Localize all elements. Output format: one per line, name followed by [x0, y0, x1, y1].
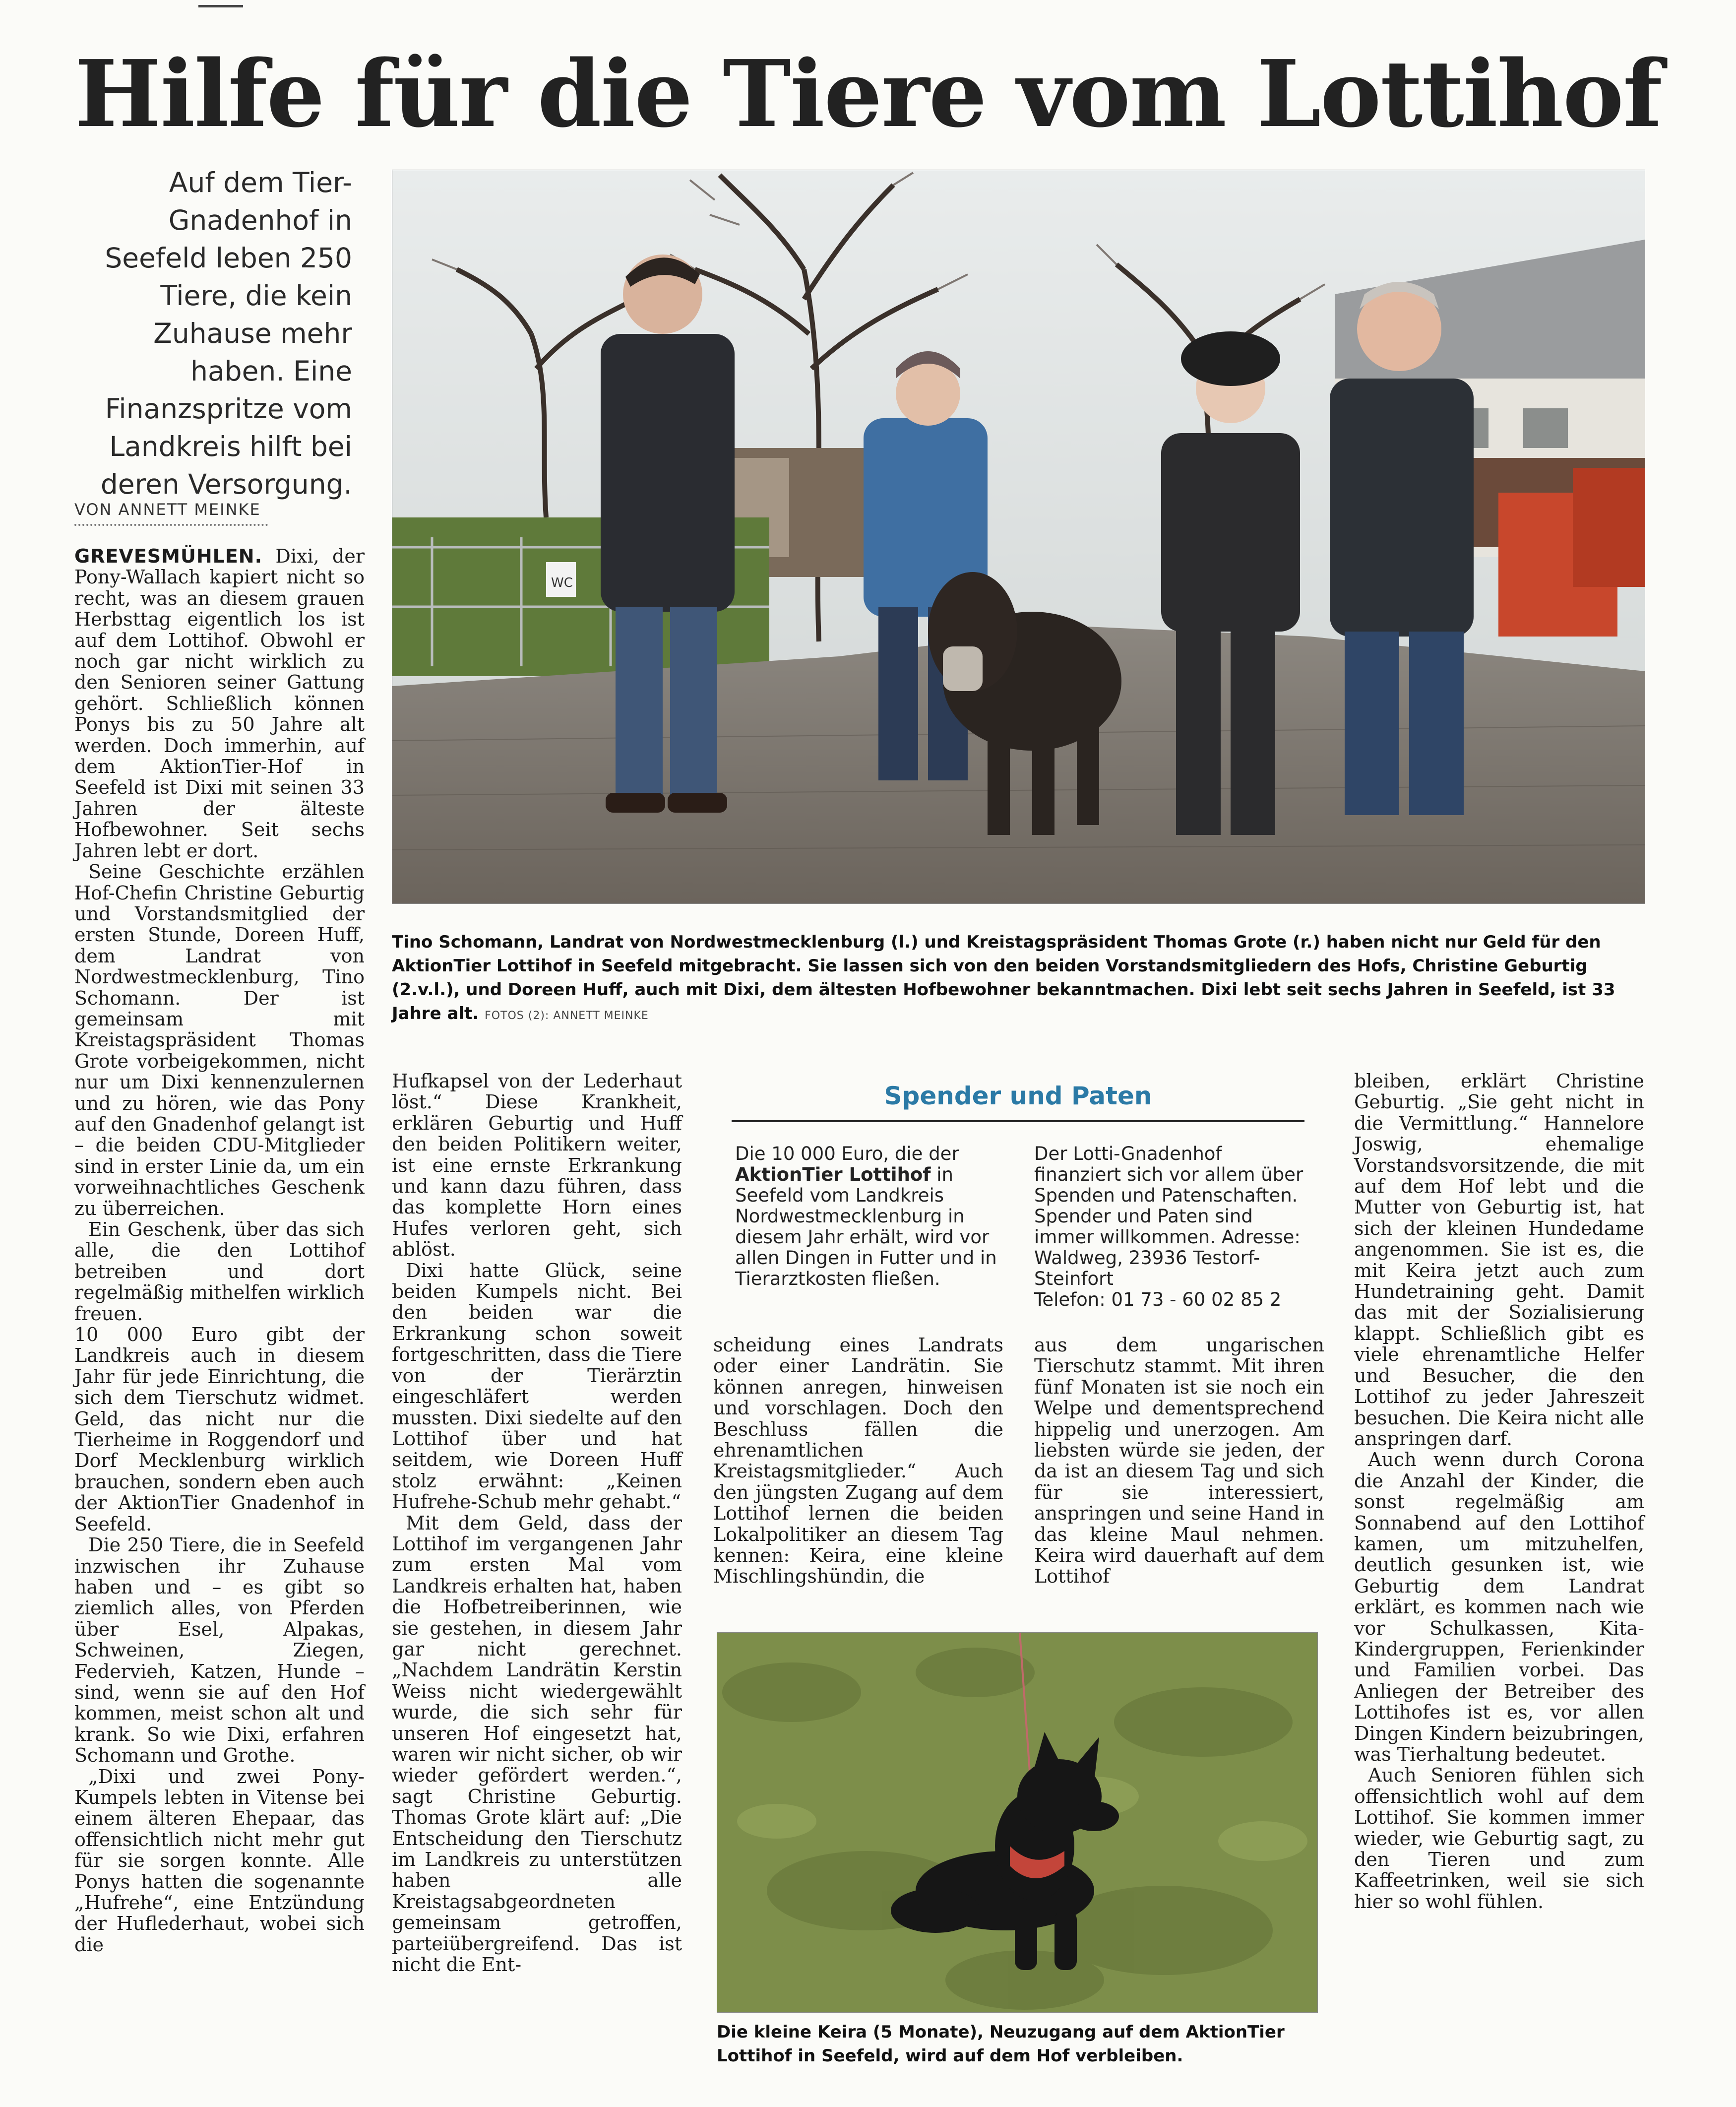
info-box-rule [732, 1120, 1304, 1122]
article-column-1 [74, 546, 365, 1955]
article-column-4 [1034, 1335, 1324, 1587]
article-column-5 [1354, 1071, 1644, 1912]
dog-photo [717, 1632, 1318, 2013]
paragraph-text: Dixi, der Pony-Wallach kapiert nicht so recht, was an diesem grauen Herbsttag eigentlich los ist auf dem Lottihof. Obwohl er noch gar nicht wirklich zu den Senioren seiner Gattung gehört. Schließlich können Ponys bis zu 50 Jahre alt werden. Doch immerhin, auf dem AktionTier-Hof in Seefeld ist Dixi mit seinen 33 Jahren der älteste Hofbewohner. Seit sechs Jahren lebt er dort. [74, 545, 365, 862]
paragraph: bleiben, erklärt Christine Geburtig. „Sie geht nicht in die Vermittlung.“ Hannelore Joswig, ehemalige Vorstandsvorsitzende, die mit auf dem Hof lebt und die Mutter von Geburtig ist, hat sich der kleinen Hundedame angenommen. Sie ist es, die mit Keira jetzt auch zum Hundetraining geht. Damit das mit der Sozialisierung klappt. Schließlich gibt es viele ehrenamtliche Helfer und Besucher, die den Lottihof zu jeder Jahreszeit besuchen. Die Keira nicht alle anspringen darf. [1354, 1070, 1644, 1450]
paragraph: scheidung eines Landrats oder einer Landrätin. Sie können anregen, hinweisen und vorschlagen. Doch den Beschluss fällen die ehrenamtlichen Kreistagsmitglieder.“ Auch den jüngsten Zugang auf dem Lottihof lernen die beiden Lokalpolitiker an diesem Tag kennen: Keira, eine kleine Mischlingshündin, die [713, 1334, 1003, 1588]
paragraph: Hufkapsel von der Lederhaut löst.“ Diese Krankheit, erklären Geburtig und Huff den beiden Politikern weiter, ist eine ernste Erkrankung und kann dazu führen, dass das komplette Horn eines Hufes verloren geht, sich ablöst. [392, 1070, 682, 1261]
dateline: GREVESMÜHLEN. [74, 545, 263, 567]
main-photo [392, 170, 1645, 904]
info-box-title: Spender und Paten [884, 1082, 1152, 1110]
paragraph: Die 250 Tiere, die in Seefeld inzwischen ihr Zuhause haben und – es gibt so ziemlich alles, von Pferden über Esel, Alpakas, Schweinen, Ziegen, Federvieh, Katzen, Hunde – sind, wenn sie auf den Hof kommen, meist schon alt und krank. So wie Dixi, erfahren Schomann und Grothe. [74, 1534, 365, 1767]
main-photo-caption [392, 930, 1644, 1028]
paragraph: Mit dem Geld, dass der Lottihof im vergangenen Jahr zum ersten Mal vom Landkreis erhalten hat, haben die Hofbetreiberinnen, wie sie gestehen, in diesem Jahr gar nicht gerechnet. „Nachdem Landrätin Kerstin Weiss nicht wiedergewählt wurde, die sich sehr für unseren Hof eingesetzt hat, waren wir nicht sicher, ob wir wieder gefördert werden.“, sagt Christine Geburtig. Thomas Grote klärt auf: „Die Entscheidung den Tierschutz im Landkreis zu unterstützen haben alle Kreistagsabgeordneten gemeinsam getroffen, parteiübergreifend. Das ist nicht die Ent- [392, 1512, 682, 1976]
info-box-right [1034, 1144, 1312, 1310]
paragraph: aus dem ungarischen Tierschutz stammt. Mit ihren fünf Monaten ist sie noch ein Welpe und dementsprechend hippelig und unerzogen. Am liebsten würde sie jeden, der da ist an diesem Tag und sich für sie interessiert, anspringen und seine Hand in das kleine Maul nehmen. Keira wird dauerhaft auf dem Lottihof [1034, 1334, 1324, 1588]
dog-photo-caption: Die kleine Keira (5 Monate), Neuzugang auf dem AktionTier Lottihof in Seefeld, wird auf dem Hof verbleiben. [717, 2022, 1285, 2066]
paragraph [74, 546, 365, 861]
info-phone: Telefon: 01 73 - 60 02 85 2 [1034, 1289, 1282, 1310]
wc-sign: WC [551, 575, 573, 590]
article-column-2 [392, 1071, 682, 1975]
photo-credit: FOTOS (2): ANNETT MEINKE [485, 1010, 649, 1022]
info-box-left [735, 1144, 1013, 1289]
article-column-3 [713, 1335, 1003, 1587]
paragraph: 10 000 Euro gibt der Landkreis auch in diesem Jahr für jede Einrichtung, die sich dem Tierschutz widmet. Geld, das nicht nur die Tierheime in Roggendorf und Dorf Mecklenburg wirklich brauchen, sondern eben auch der AktionTier Gnadenhof in Seefeld. [74, 1324, 365, 1535]
lead-text: Auf dem Tier-Gnadenhof in Seefeld leben 250 Tiere, die kein Zuhause mehr haben. Eine Finanzspritze vom Landkreis hilft bei deren Versorgung. [100, 167, 352, 500]
paragraph: Ein Geschenk, über das sich alle, die den Lottihof betreiben und dort regelmäßig mithelfen wirklich freuen. [74, 1218, 365, 1325]
dog-photo-image [717, 1633, 1317, 2012]
info-text-bold: AktionTier Lottihof [735, 1164, 931, 1185]
info-text: in Seefeld vom Landkreis Nordwestmecklenburg in diesem Jahr erhält, wird vor allen Dingen in Futter und in Tierarztkosten fließen. [735, 1164, 997, 1289]
caption-text: Tino Schomann, Landrat von Nordwestmecklenburg (l.) und Kreistagspräsident Thomas Grote (r.) haben nicht nur Geld für den AktionTier Lottihof in Seefeld mitgebracht. Sie lassen sich von den beiden Vorstandsmitgliedern des Hofs, Christine Geburtig (2.v.l.), und Doreen Huff, auch mit Dixi, dem ältesten Hofbewohner bekanntmachen. Dixi lebt seit sechs Jahren in Seefeld, ist 33 Jahre alt. [392, 932, 1615, 1023]
paragraph: Seine Geschichte erzählen Hof-Chefin Christine Geburtig und Vorstandsmitglied der ersten Stunde, Doreen Huff, dem Landrat von Nordwestmecklenburg, Tino Schomann. Der ist gemeinsam mit Kreistagspräsident Thomas Grote vorbeigekommen, nicht nur um Dixi kennenzulernen und zu hören, wie das Pony auf den Gnadenhof gelangt ist – die beiden CDU-Mitglieder sind in erster Linie da, um ein vorweihnachtliches Geschenk zu überreichen. [74, 861, 365, 1219]
info-text: Die 10 000 Euro, die der [735, 1143, 959, 1164]
headline: Hilfe für die Tiere vom Lottihof [74, 40, 1662, 148]
paragraph: Auch Senioren fühlen sich offensichtlich wohl auf dem Lottihof. Sie kommen immer wieder, wie Geburtig sagt, zu den Tieren und zum Kaffeetrinken, weil sie sich hier so wohl fühlen. [1354, 1764, 1644, 1913]
info-text: Der Lotti-Gnadenhof finanziert sich vor allem über Spenden und Patenschaften. Spender und Paten sind immer willkommen. Adresse: Waldweg, 23936 Testorf-Steinfort [1034, 1143, 1303, 1289]
main-photo-image [392, 170, 1645, 903]
top-rule-mark [198, 5, 243, 7]
paragraph: Auch wenn durch Corona die Anzahl der Kinder, die sonst regelmäßig am Sonnabend auf den Lottihof kamen, um mitzuhelfen, deutlich gesunken ist, wie Geburtig dem Landrat erklärt, es kommen nach wie vor Schulkassen, Kita-Kindergruppen, Ferienkinder und Familien vorbei. Das Anliegen der Betreiber des Lottihofes ist es, vor allen Dingen Kindern beizubringen, was Tierhaltung bedeutet. [1354, 1449, 1644, 1765]
byline: VON ANNETT MEINKE [74, 500, 268, 526]
paragraph: „Dixi und zwei Pony-Kumpels lebten in Vitense bei einem älteren Ehepaar, das offensichtlich nicht mehr gut für sie sorgen konnte. Alle Ponys hatten die sogenannte „Hufrehe“, eine Entzündung der Huflederhaut, wobei sich die [74, 1765, 365, 1956]
paragraph: Dixi hatte Glück, seine beiden Kumpels nicht. Bei den beiden war die Erkrankung schon soweit fortgeschritten, dass die Tiere von der Tierärztin eingeschläfert werden mussten. Dixi siedelte auf den Lottihof über und hat seitdem, wie Doreen Huff stolz erwähnt: „Keinen Hufrehe-Schub mehr gehabt.“ [392, 1259, 682, 1513]
